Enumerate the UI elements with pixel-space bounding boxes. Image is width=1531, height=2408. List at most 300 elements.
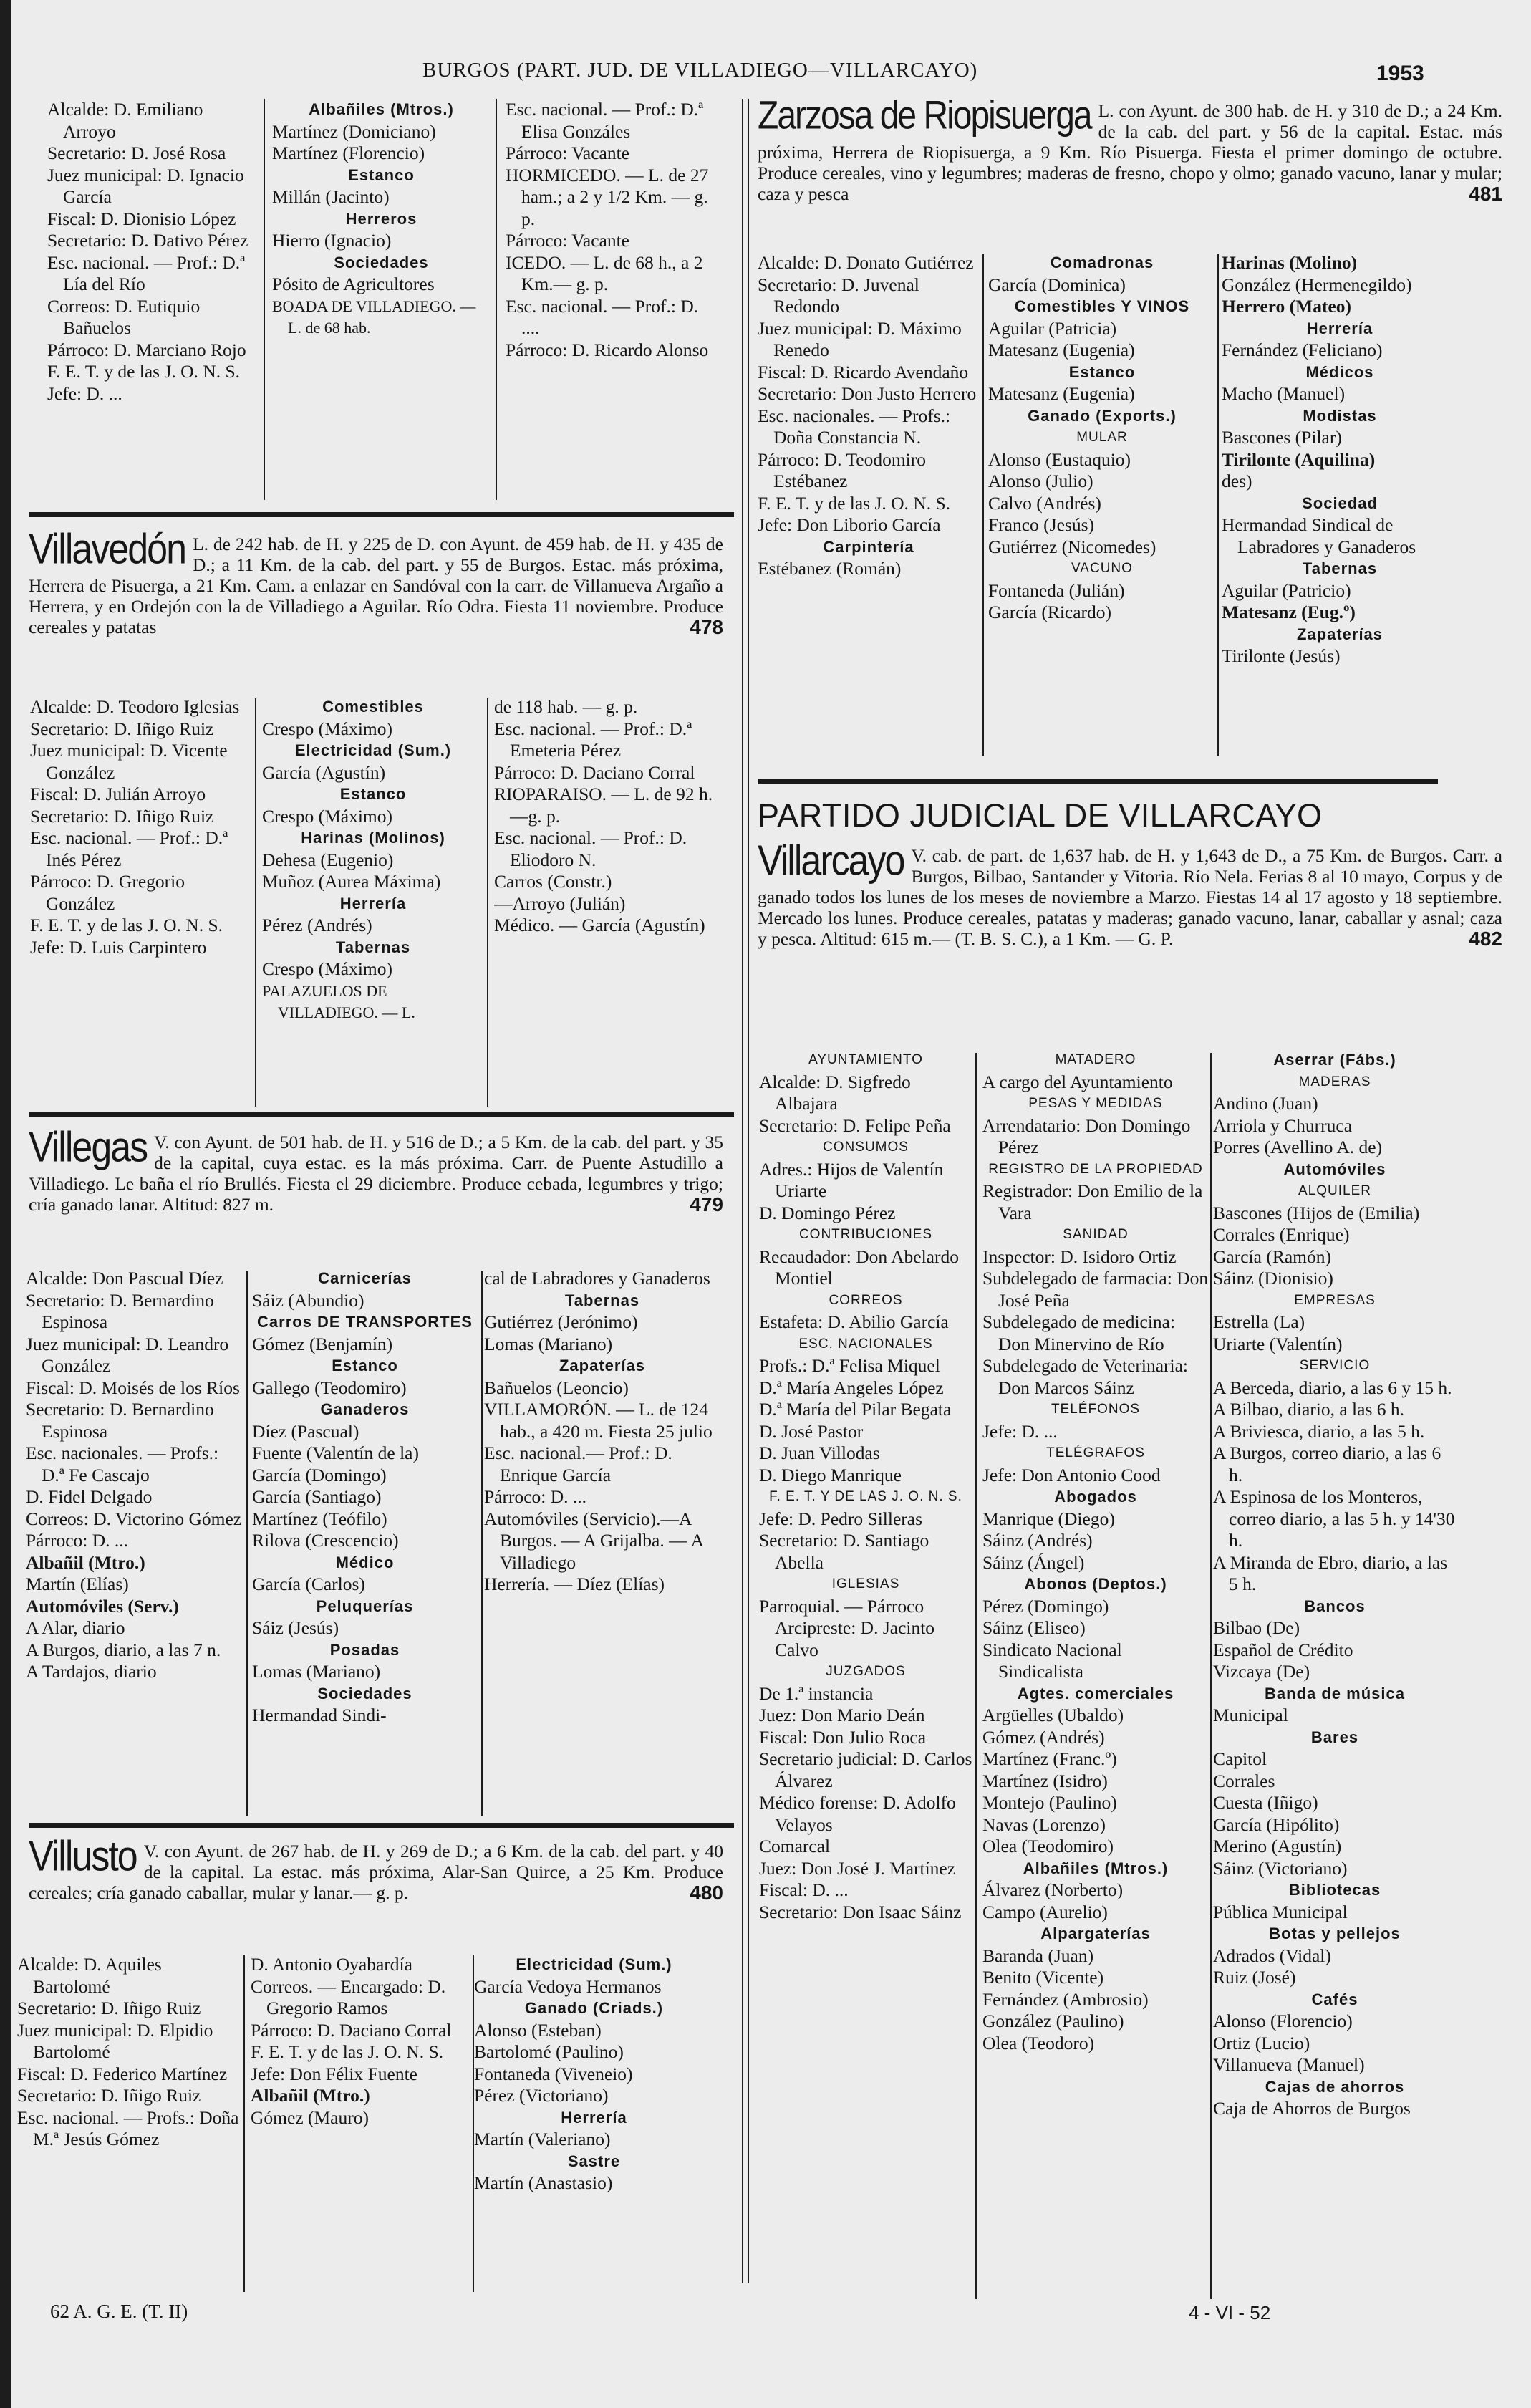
category-heading: Sociedad — [1302, 493, 1378, 512]
list-item: Subdelegado de medicina: Don Minervino de Río — [982, 1311, 1176, 1354]
subcategory-heading: EMPRESAS — [1294, 1292, 1376, 1308]
list-item: Baranda (Juan) — [982, 1945, 1094, 1966]
list-item: Gómez (Mauro) — [251, 2106, 369, 2128]
list-item: Caja de Ahorros de Burgos — [1213, 2098, 1411, 2119]
category-heading: Carnicerías — [318, 1269, 412, 1287]
list-item: Macho (Manuel) — [1222, 383, 1346, 404]
list-item: Matesanz (Eug.º) — [1222, 602, 1356, 622]
list-item: Jefe: D. ... — [47, 382, 122, 404]
list-item: Esc. nacional.— Prof.: D. Enrique García — [484, 1443, 672, 1485]
list-item: Correos: D. Victorino Gómez — [26, 1508, 242, 1529]
category-heading: Albañiles (Mtros.) — [309, 100, 454, 118]
villavedon-col-3 — [494, 696, 722, 1104]
list-item: Cuesta (Iñigo) — [1213, 1792, 1318, 1813]
list-item: Juez municipal: D. Vicente González — [30, 740, 228, 783]
subcategory-heading: AYUNTAMIENTO — [808, 1052, 923, 1067]
zarzosa-col-2 — [988, 252, 1216, 753]
list-item: Párroco: D. Teodomiro Estébanez — [758, 448, 926, 491]
villusto-col-3 — [474, 1954, 714, 2291]
list-item: Secretario: Don Isaac Sáinz — [759, 1901, 962, 1922]
list-item: González (Hermenegildo) — [1222, 274, 1412, 295]
list-item: Herrero (Mateo) — [1222, 296, 1351, 317]
entry-name: Zarzosa de Riopisuerga — [758, 94, 1091, 138]
list-item: Merino (Agustín) — [1213, 1836, 1342, 1856]
list-item: García (Domingo) — [252, 1464, 387, 1485]
category-heading: Automóviles — [1283, 1160, 1386, 1178]
list-item: D. Antonio Oyabardía — [251, 1954, 412, 1975]
column-rule — [481, 1271, 483, 1816]
category-heading: Electricidad (Sum.) — [516, 1955, 672, 1973]
entry-number: 480 — [690, 1882, 723, 1904]
list-item: Alcalde: D. Donato Gutiérrez — [758, 252, 974, 273]
list-item: F. E. T. y de las J. O. N. S. — [251, 2041, 444, 2062]
list-item: Carros (Constr.) — [494, 871, 612, 892]
entry-zarzosa — [758, 94, 1502, 205]
list-item: Alcalde: D. Emiliano Arroyo — [47, 99, 203, 142]
subcategory-heading: F. E. T. Y DE LAS J. O. N. S. — [769, 1489, 962, 1504]
list-item: Bilbao (De) — [1213, 1617, 1300, 1638]
subcategory-heading: IGLESIAS — [831, 1576, 900, 1591]
category-heading: Estanco — [339, 785, 407, 803]
list-item: Municipal — [1213, 1705, 1288, 1725]
subcategory-heading: TELÉGRAFOS — [1046, 1445, 1145, 1460]
list-item: D. Fidel Delgado — [26, 1486, 153, 1507]
list-item: Secretario: D. Bernardino Espinosa — [26, 1399, 214, 1442]
column-rule — [264, 99, 265, 500]
list-item: Médico forense: D. Adolfo Velayos — [759, 1792, 956, 1835]
villegas-col-2 — [252, 1268, 478, 1812]
list-item: Albañil (Mtro.) — [251, 2085, 370, 2106]
list-item: F. E. T. y de las J. O. N. S. — [30, 915, 223, 935]
column-rule — [982, 254, 984, 756]
list-item: Jefe: Don Antonio Cood — [982, 1464, 1161, 1485]
list-item: Fontaneda (Julián) — [988, 579, 1125, 601]
zarzosa-col-1 — [758, 252, 980, 753]
category-heading: Tabernas — [335, 938, 411, 956]
list-item: —Arroyo (Julián) — [494, 892, 626, 914]
list-item: García (Ricardo) — [988, 602, 1112, 622]
list-item: Juez: Don Mario Deán — [759, 1705, 925, 1725]
list-item: Sáinz (Victoriano) — [1213, 1857, 1348, 1879]
column-rule — [255, 698, 256, 1107]
list-item: Esc. nacional. — Prof.: D. .... — [506, 295, 699, 338]
footer-left: 62 A. G. E. (T. II) — [50, 2301, 188, 2322]
list-item: Subdelegado de Veterinaria: Don Marcos Sáinz — [982, 1355, 1189, 1398]
category-heading: Médicos — [1305, 362, 1374, 381]
list-item: D. Diego Manrique — [759, 1464, 902, 1485]
list-item: Parroquial. — Párroco Arcipreste: D. Jacinto Calvo — [759, 1595, 935, 1660]
list-item: García (Ramón) — [1213, 1246, 1331, 1267]
list-item: Pública Municipal — [1213, 1901, 1348, 1922]
list-item: Fiscal: D. Moisés de los Ríos — [26, 1377, 240, 1398]
list-item: García (Hipólito) — [1213, 1814, 1340, 1835]
subcategory-heading: MADERAS — [1298, 1074, 1371, 1089]
page-center-rule — [742, 99, 749, 2283]
category-heading: Zapaterías — [559, 1357, 646, 1374]
page-header-title: BURGOS (PART. JUD. DE VILLADIEGO—VILLARCAYO) — [422, 59, 978, 82]
list-item: Arriola y Churruca — [1213, 1114, 1353, 1136]
list-item: Bañuelos (Leoncio) — [484, 1377, 629, 1398]
list-item: Secretario: D. Iñigo Ruiz — [30, 805, 214, 827]
zarzosa-col-3 — [1222, 252, 1458, 753]
list-item: A Briviesca, diario, a las 5 h. — [1213, 1420, 1425, 1442]
list-item: Estrella (La) — [1213, 1311, 1305, 1332]
list-item: Andino (Juan) — [1213, 1093, 1318, 1114]
list-item: Sáinz (Andrés) — [982, 1530, 1093, 1551]
column-rule — [246, 1271, 248, 1816]
villarcayo-col-1 — [759, 1049, 972, 2296]
list-item: Jefe: D. Pedro Silleras — [759, 1508, 923, 1529]
list-item: González (Paulino) — [982, 2010, 1124, 2031]
list-item: Ruiz (José) — [1213, 1967, 1296, 1988]
list-item: Alcalde: Don Pascual Díez — [26, 1268, 223, 1289]
category-heading: Ganado (Criads.) — [524, 1999, 664, 2017]
list-item: Párroco: D. Daciano Corral — [494, 761, 695, 783]
entry-number: 482 — [1469, 928, 1502, 950]
list-item: Martínez (Teófilo) — [252, 1508, 387, 1529]
list-item: Inspector: D. Isidoro Ortiz — [982, 1246, 1177, 1267]
list-item: Ortiz (Lucio) — [1213, 2032, 1310, 2053]
list-item: Estafeta: D. Abilio García — [759, 1311, 949, 1332]
list-item: Bartolomé (Paulino) — [474, 2041, 624, 2062]
category-heading: Carpintería — [823, 537, 914, 556]
column-rule — [1217, 254, 1219, 756]
footer-right: 4 - VI - 52 — [1189, 2302, 1271, 2323]
list-item: Esc. nacionales. — Profs.: D.ª Fe Cascajo — [26, 1443, 219, 1485]
category-heading: Electricidad (Sum.) — [294, 741, 452, 759]
list-item: Juez municipal: D. Máximo Renedo — [758, 317, 962, 360]
category-heading: Cafés — [1311, 1990, 1358, 2008]
entry-villarcayo — [758, 837, 1502, 950]
list-item: Automóviles (Serv.) — [26, 1595, 179, 1617]
list-item: Alonso (Florencio) — [1213, 2010, 1353, 2031]
list-item: Esc. nacional. — Prof.: D.ª Inés Pérez — [30, 827, 228, 870]
list-item: García (Carlos) — [252, 1574, 365, 1594]
villarcayo-col-3 — [1213, 1049, 1457, 2296]
list-item: Sáinz (Eliseo) — [982, 1617, 1086, 1638]
list-item: Secretario: D. Bernardino Espinosa — [26, 1289, 214, 1332]
list-item: Comarcal — [759, 1836, 831, 1856]
list-item: Bascones (Pilar) — [1222, 427, 1342, 448]
entry-name: Villavedón — [29, 525, 186, 574]
list-item: Juez municipal: D. Elpidio Bartolomé — [17, 2019, 213, 2062]
list-item: Martínez (Florencio) — [272, 143, 425, 163]
category-heading: Tabernas — [564, 1291, 640, 1309]
locality-line: PALAZUELOS DE VILLADIEGO. — L. — [262, 981, 415, 1021]
list-item: Fernández (Ambrosio) — [982, 1988, 1149, 2010]
category-heading: Comadronas — [1050, 254, 1154, 271]
list-item: Herrería. — Díez (Elías) — [484, 1574, 665, 1594]
list-item: Fuente (Valentín de la) — [252, 1443, 419, 1463]
list-item: Fernández (Feliciano) — [1222, 339, 1383, 360]
list-item: Villanueva (Manuel) — [1213, 2054, 1365, 2075]
subcategory-heading: SANIDAD — [1063, 1227, 1129, 1242]
entry-villusto — [29, 1832, 723, 1904]
category-heading: Abonos (Deptos.) — [1024, 1575, 1167, 1593]
list-item: Secretario judicial: D. Carlos Álvarez — [759, 1748, 972, 1791]
entry-name: Villarcayo — [758, 837, 904, 885]
list-item: Secretario: D. Santiago Abella — [759, 1530, 929, 1573]
category-heading: Cajas de ahorros — [1265, 2077, 1405, 2096]
list-item: Esc. nacional. — Profs.: Doña M.ª Jesús Gómez — [17, 2106, 239, 2149]
category-heading: Herrería — [339, 894, 407, 912]
category-heading: Bancos — [1304, 1596, 1366, 1615]
list-item: VILLAMORÓN. — L. de 124 hab., a 420 m. Fiesta 25 julio — [484, 1399, 713, 1442]
category-heading: Agtes. comerciales — [1017, 1684, 1174, 1703]
list-item: Hierro (Ignacio) — [272, 230, 392, 251]
list-item: Párroco: Vacante — [506, 143, 629, 163]
subcategory-heading: VACUNO — [1071, 561, 1133, 576]
subcategory-heading: MATADERO — [1055, 1052, 1136, 1067]
entry-description: V. con Ayunt. de 267 hab. de H. y 269 de D.; a 6 Km. de la cab. del part. y 40 de la capital. La estac. más próxima, Alar-San Quirce, a 25 Km. Produce cereales; cría ganado caballar, mular y lanar.— g. p. — [29, 1841, 723, 1903]
list-item: Párroco: D. Ricardo Alonso — [506, 339, 709, 360]
list-item: Martín (Elías) — [26, 1574, 129, 1594]
list-item: Martín (Valeriano) — [474, 2129, 611, 2149]
list-item: Automóviles (Servicio).—A Burgos. — A Grijalba. — A Villadiego — [484, 1508, 703, 1573]
list-item: Esc. nacional. — Prof.: D.ª Emeteria Pérez — [494, 718, 692, 761]
list-item: Vizcaya (De) — [1213, 1661, 1310, 1682]
list-item: Harinas (Molino) — [1222, 252, 1358, 273]
list-item: Albañil (Mtro.) — [26, 1551, 145, 1573]
list-item: Matesanz (Eugenia) — [988, 383, 1135, 404]
column-rule — [975, 1053, 977, 2299]
list-item: Fiscal: D. Dionisio López — [47, 208, 236, 229]
list-item: Pérez (Andrés) — [262, 915, 372, 935]
category-heading: Bibliotecas — [1288, 1881, 1381, 1899]
list-item: Fontaneda (Viveneio) — [474, 2063, 633, 2084]
entry-name: Villegas — [29, 1123, 148, 1172]
list-item: Pérez (Domingo) — [982, 1595, 1109, 1617]
list-item: Jefe: D. ... — [982, 1420, 1058, 1442]
category-heading: Comestibles — [322, 698, 424, 716]
list-item: Jefe: D. Luis Carpintero — [30, 936, 207, 958]
subcategory-heading: CONTRIBUCIONES — [798, 1227, 933, 1242]
list-item: García (Agustín) — [262, 761, 386, 783]
list-item: D.ª María del Pilar Begata — [759, 1399, 952, 1420]
list-item: Alcalde: D. Teodoro Iglesias — [30, 696, 240, 717]
list-item: A Alar, diario — [26, 1617, 125, 1638]
category-heading: Herrería — [1306, 319, 1373, 337]
category-heading: Médico — [335, 1553, 395, 1571]
list-item: A Bilbao, diario, a las 6 h. — [1213, 1399, 1405, 1420]
list-item: Jefe: Don Liborio García — [758, 514, 941, 535]
villegas-col-3 — [484, 1268, 720, 1812]
category-heading: Sociedades — [317, 1684, 412, 1703]
subcategory-heading: TELÉFONOS — [1051, 1402, 1141, 1417]
list-item: HORMICEDO. — L. de 27 ham.; a 2 y 1/2 Km. — g. p. — [506, 164, 709, 229]
list-item: Alcalde: D. Aquiles Bartolomé — [17, 1954, 162, 1997]
list-item: Aguilar (Patricio) — [1222, 579, 1351, 601]
list-item: A Berceda, diario, a las 6 y 15 h. — [1213, 1377, 1452, 1398]
list-item: Montejo (Paulino) — [982, 1792, 1117, 1813]
list-item: Rilova (Crescencio) — [252, 1530, 399, 1551]
list-item: Tirilonte (Jesús) — [1222, 645, 1341, 666]
list-item: A Burgos, diario, a las 7 n. — [26, 1639, 221, 1660]
category-heading: Peluquerías — [316, 1596, 414, 1615]
list-item: Adres.: Hijos de Valentín Uriarte — [759, 1158, 944, 1201]
list-item: Fiscal: D. Ricardo Avendaño — [758, 361, 969, 382]
list-item: ICEDO. — L. de 68 h., a 2 Km.— g. p. — [506, 251, 703, 294]
list-item: Alonso (Julio) — [988, 471, 1093, 491]
category-heading: Ganaderos — [320, 1400, 410, 1418]
category-heading: Botas y pellejos — [1269, 1925, 1401, 1942]
category-heading: Sastre — [567, 2152, 621, 2170]
category-heading: Herrería — [561, 2108, 627, 2127]
locality-line: BOADA DE VILLADIEGO. — L. de 68 hab. — [272, 297, 476, 337]
list-item: Gallego (Teodomiro) — [252, 1377, 407, 1398]
list-item: Juez municipal: D. Leandro González — [26, 1333, 229, 1376]
villegas-col-1 — [26, 1268, 242, 1812]
villusto-col-1 — [17, 1954, 239, 2291]
column-rule — [487, 698, 488, 1107]
list-item: Esc. nacional. — Prof.: D.ª Lía del Río — [47, 251, 246, 294]
list-item: García (Santiago) — [252, 1486, 382, 1507]
list-item: Hermandad Sindi- — [252, 1705, 387, 1725]
list-item: Lomas (Mariano) — [252, 1661, 381, 1682]
list-item: Calvo (Andrés) — [988, 492, 1101, 514]
list-item: Hermandad Sindical de Labradores y Ganaderos — [1222, 514, 1416, 557]
subcategory-heading: CORREOS — [829, 1292, 903, 1308]
category-heading: Carros DE TRANSPORTES — [257, 1313, 473, 1331]
list-item: Capitol — [1213, 1748, 1267, 1769]
list-item: Tirilonte (Aquilina) — [1222, 448, 1376, 470]
list-item: Campo (Aurelio) — [982, 1901, 1108, 1922]
list-item: García Vedoya Hermanos — [474, 1975, 662, 1997]
list-item: Olea (Teodoro) — [982, 2032, 1095, 2053]
category-heading: Tabernas — [1302, 559, 1378, 577]
list-item: Secretario: D. Iñigo Ruiz — [17, 2085, 201, 2106]
subcategory-heading: REGISTRO DE LA PROPIEDAD — [988, 1161, 1203, 1177]
list-item: Benito (Vicente) — [982, 1967, 1104, 1988]
list-item: De 1.ª instancia — [759, 1682, 874, 1704]
category-heading: Sociedades — [334, 253, 429, 271]
list-item: Juez: Don José J. Martínez — [759, 1857, 956, 1879]
list-item: García (Dominica) — [988, 274, 1126, 295]
entry-villavedon — [29, 525, 723, 638]
list-item: Alcalde: D. Sigfredo Albajara — [759, 1071, 911, 1114]
list-item: Sáiz (Jesús) — [252, 1617, 339, 1638]
list-item: Párroco: D. ... — [484, 1486, 587, 1507]
section-rule — [29, 512, 734, 517]
list-item: A Espinosa de los Monteros, correo diario, a las 5 h. y 14'30 h. — [1213, 1486, 1455, 1551]
list-item: Correos: D. Eutiquio Bañuelos — [47, 295, 201, 338]
entry-description: V. con Ayunt. de 501 hab. de H. y 516 de D.; a 5 Km. de la cab. del part. y 35 de la capital, cuya estac. es la más próxima. Carr. de Puente Astudillo a Villadiego. Le baña el río Brullés. Fiesta el 29 diciembre. Produce cebada, legumbres y trigo; cría ganado lanar. Altitud: 827 m. — [29, 1132, 723, 1215]
entry-description: L. de 242 hab. de H. y 225 de D. con Aγunt. de 459 hab. de H. y 435 de D.; a 11 Km. de la cab. del part. y 55 de Burgos. Estac. más próxima, Herrera de Pisuerga, a 21 Km. Cam. a enlazar en Sandóval con la carr. de Villanueva Argaño a Herrera, y en Ordejón con la de Villadiego a Aguilar. Río Odra. Fiesta 11 noviembre. Produce cereales y patatas — [29, 534, 723, 637]
list-item: D.ª María Angeles López — [759, 1377, 944, 1398]
subcategory-heading: CONSUMOS — [823, 1140, 909, 1155]
list-item: Gutiérrez (Jerónimo) — [484, 1311, 638, 1332]
list-item: D. Domingo Pérez — [759, 1202, 896, 1223]
entry-description: L. con Ayunt. de 300 hab. de H. y 310 de D.; a 24 Km. de la cab. del part. y 56 de la capital. Estac. más próxima, Herrera de Riopisuerga, a 9 Km. Río Pisuerga. Fiesta el primer domingo de octubre. Produce cereales, vino y legumbres; maderas de fresno, chopo y olmo; ganado vacuno, lanar y mular; caza y pesca — [758, 100, 1502, 204]
list-item: Párroco: D. Gregorio González — [30, 871, 185, 914]
list-item: Esc. nacionales. — Profs.: Doña Constancia N. — [758, 405, 951, 448]
section-rule — [29, 1823, 734, 1828]
top-col-3 — [506, 99, 720, 514]
villarcayo-col-2 — [982, 1049, 1209, 2296]
list-item: Manrique (Diego) — [982, 1508, 1115, 1529]
column-rule — [496, 99, 497, 500]
top-col-1 — [47, 99, 256, 514]
list-item: Secretario: D. José Rosa — [47, 143, 226, 163]
list-item: Crespo (Máximo) — [262, 718, 393, 739]
list-item: Sáiz (Abundio) — [252, 1289, 364, 1311]
villavedon-col-1 — [30, 696, 252, 1104]
list-item: Secretario: D. Felipe Peña — [759, 1114, 951, 1136]
list-item: Fiscal: D. Federico Martínez — [17, 2063, 228, 2084]
list-item: Porres (Avellino A. de) — [1213, 1137, 1383, 1157]
list-item: Muñoz (Aurea Máxima) — [262, 871, 441, 892]
category-heading: Comestibles Y VINOS — [1014, 297, 1190, 315]
list-item: Gómez (Benjamín) — [252, 1333, 393, 1354]
list-item: Gutiérrez (Nicomedes) — [988, 536, 1156, 557]
list-item: Fiscal: D. ... — [759, 1879, 849, 1900]
list-item: Profs.: D.ª Felisa Miquel — [759, 1355, 940, 1376]
list-item: Gómez (Andrés) — [982, 1726, 1105, 1748]
section-rule — [758, 779, 1438, 784]
list-item: Párroco: D. Marciano Rojo — [47, 339, 246, 360]
list-item: Martínez (Franc.º) — [982, 1748, 1117, 1769]
list-item: Registrador: Don Emilio de la Vara — [982, 1180, 1203, 1223]
entry-villegas — [29, 1123, 723, 1215]
category-heading: Alpargaterías — [1040, 1925, 1151, 1942]
list-item: F. E. T. y de las J. O. N. S. — [47, 361, 241, 382]
list-item: A Tardajos, diario — [26, 1661, 157, 1682]
villusto-col-2 — [251, 1954, 469, 2291]
subcategory-heading: MULAR — [1076, 430, 1128, 445]
subcategory-heading: PESAS Y MEDIDAS — [1028, 1096, 1163, 1111]
category-heading: Bares — [1310, 1728, 1359, 1746]
list-item: Subdelegado de farmacia: Don José Peña — [982, 1268, 1209, 1311]
list-item: Martín (Anastasio) — [474, 2172, 613, 2193]
list-item: des) — [1222, 471, 1252, 491]
category-heading: Modistas — [1303, 406, 1377, 425]
list-item: Párroco: D. Daciano Corral — [251, 2019, 452, 2041]
list-item: Secretario: D. Juvenal Redondo — [758, 274, 919, 317]
subcategory-heading: SERVICIO — [1299, 1358, 1371, 1373]
list-item: cal de Labradores y Ganaderos — [484, 1268, 710, 1289]
list-item: A cargo del Ayuntamiento — [982, 1071, 1173, 1092]
category-heading: Ganado (Exports.) — [1028, 406, 1177, 425]
entry-number: 478 — [690, 616, 723, 638]
column-rule — [243, 1955, 245, 2292]
list-item: Sindicato Nacional Sindicalista — [982, 1639, 1122, 1682]
list-item: A Burgos, correo diario, a las 6 h. — [1213, 1443, 1441, 1485]
page-number: 1953 — [1376, 62, 1424, 85]
column-rule — [1210, 1053, 1212, 2299]
list-item: Dehesa (Eugenio) — [262, 849, 394, 870]
list-item: Fiscal: D. Julián Arroyo — [30, 784, 206, 804]
list-item: Secretario: D. Dativo Pérez — [47, 230, 248, 251]
villavedon-col-2 — [262, 696, 484, 1104]
list-item: Fiscal: Don Julio Roca — [759, 1726, 927, 1748]
list-item: Aguilar (Patricia) — [988, 317, 1117, 339]
category-heading: Estanco — [348, 165, 415, 184]
list-item: Martínez (Domiciano) — [272, 120, 436, 142]
entry-name: Villusto — [29, 1832, 137, 1881]
list-item: Corrales — [1213, 1770, 1275, 1791]
category-heading: Banda de música — [1265, 1684, 1405, 1703]
entry-number: 481 — [1469, 183, 1502, 205]
scan-edge — [0, 0, 11, 2408]
list-item: de 118 hab. — g. p. — [494, 696, 638, 717]
subcategory-heading: JUZGADOS — [826, 1664, 906, 1679]
list-item: Martínez (Isidro) — [982, 1770, 1108, 1791]
list-item: Alonso (Eustaquio) — [988, 448, 1131, 470]
list-item: Esc. nacional. — Prof.: D.ª Elisa Gonzáles — [506, 99, 704, 142]
category-heading: Aserrar (Fábs.) — [1273, 1051, 1396, 1069]
category-heading: Herreros — [345, 209, 417, 228]
list-item: Secretario: D. Iñigo Ruiz — [30, 718, 214, 739]
